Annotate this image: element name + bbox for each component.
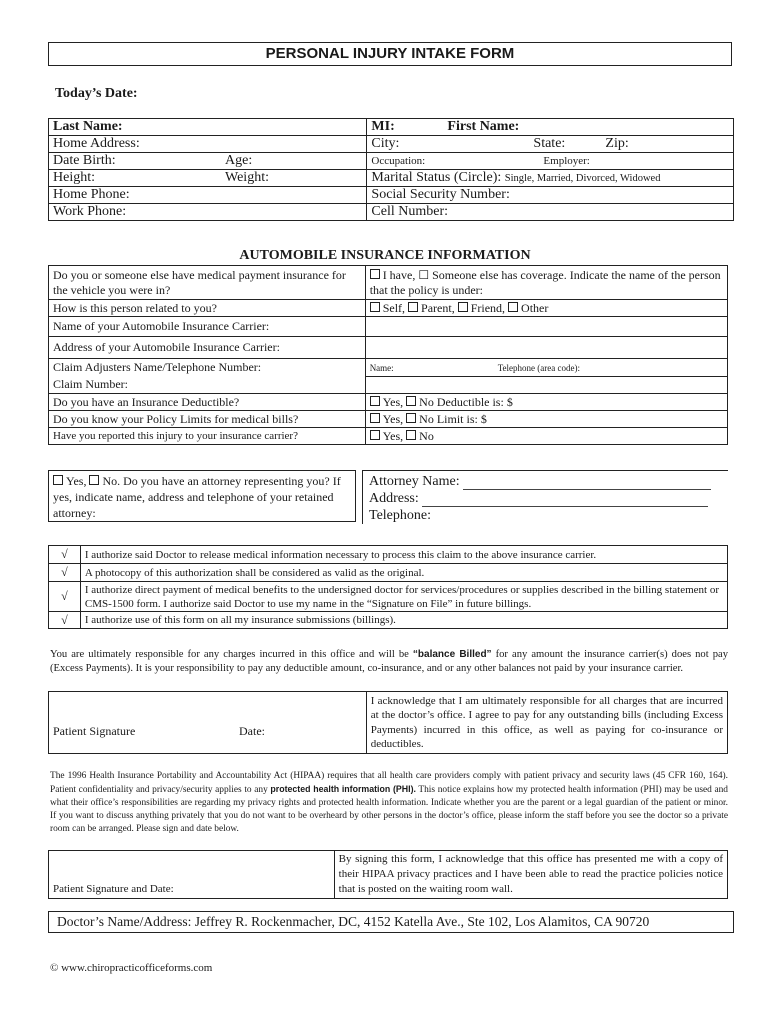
- hipaa-signature-label: Patient Signature and Date:: [53, 883, 174, 895]
- adjuster-phone-label: Telephone (area code):: [497, 362, 581, 373]
- carrier-address-input[interactable]: [365, 337, 727, 359]
- insurance-table: [48, 265, 728, 445]
- auth-item-1: I authorize said Doctor to release medical information necessary to process this claim to the above insurance carrier.: [80, 546, 727, 564]
- city-state-zip-row: [367, 136, 734, 153]
- responsibility-signature-table: [48, 691, 728, 754]
- carrier-name-label: Name of your Automobile Insurance Carrier:: [49, 317, 366, 337]
- checkbox-limits-yes[interactable]: [370, 413, 380, 423]
- claim-number-label: Claim Number:: [49, 377, 366, 394]
- responsibility-paragraph: You are ultimately responsible for any charges incurred in this office and will be “balance Billed” for any amount the insurance carrier(s) does not pay (Excess Payments). It is your responsibility to pay any deductible amount, co-insurance, and or any other balances not paid by your insurance carrier.: [50, 649, 728, 674]
- attorney-info-box: [362, 470, 728, 524]
- medical-payment-answer[interactable]: I have, ☐ Someone else has coverage. Indicate the name of the person that the policy is under:: [365, 266, 727, 300]
- checkbox-deductible-no[interactable]: [406, 396, 416, 406]
- age-field[interactable]: Age:: [225, 153, 253, 168]
- reported-question: Have you reported this injury to your insurance carrier?: [49, 428, 366, 445]
- dob-age-row: [49, 153, 367, 170]
- checkbox-self[interactable]: [370, 302, 380, 312]
- carrier-address-label: Address of your Automobile Insurance Carrier:: [49, 337, 366, 359]
- todays-date-label: Today’s Date:: [55, 86, 138, 101]
- auth-check-1[interactable]: √: [49, 546, 81, 564]
- checkbox-attorney-yes[interactable]: [53, 475, 63, 485]
- relation-question: How is this person related to you?: [49, 300, 366, 317]
- limits-question: Do you know your Policy Limits for medical bills?: [49, 411, 366, 428]
- deductible-answer: Yes, No Deductible is: $: [365, 394, 727, 411]
- auth-item-2: A photocopy of this authorization shall be considered as valid as the original.: [80, 564, 727, 582]
- state-field[interactable]: State:: [533, 136, 566, 151]
- auth-check-4[interactable]: √: [49, 612, 81, 629]
- attorney-telephone-row[interactable]: Telephone:: [369, 508, 431, 523]
- copyright-footer: © www.chiropracticofficeforms.com: [50, 962, 213, 974]
- auth-check-2[interactable]: √: [49, 564, 81, 582]
- occupation-field[interactable]: Occupation:: [371, 155, 426, 167]
- checkbox-parent[interactable]: [408, 302, 418, 312]
- doctor-info-text: Doctor’s Name/Address: Jeffrey R. Rockenmacher, DC, 4152 Katella Ave., Ste 102, Los Alamitos, CA 90720: [57, 914, 650, 929]
- hipaa-signature-cell[interactable]: [49, 851, 335, 899]
- date-birth-field[interactable]: Date Birth:: [53, 153, 116, 168]
- hipaa-paragraph: The 1996 Health Insurance Portability and Accountability Act (HIPAA) requires that all health care providers comply with patient privacy and security laws (45 CFR 160, 164). Patient confidentiality and privacy/security applies to any protected health information (PHI). This notice explains how my protected health information (PHI) may be used and what their office’s responsibilities are regarding my privacy rights and protected health information. Indicate whether you are the parent or a legal guardian of the patient or minor. If you want to discuss anything privately that you do not want to be overheard by other persons in the doctor’s office, please inform the staff before you see the doctor so a private room can be arranged. Please sign and date below.: [50, 771, 728, 834]
- claim-number-input[interactable]: [365, 377, 727, 394]
- mi-field[interactable]: MI:: [371, 119, 395, 134]
- checkbox-friend[interactable]: [458, 302, 468, 312]
- home-phone-field[interactable]: Home Phone:: [49, 187, 367, 204]
- checkbox-deductible-yes[interactable]: [370, 396, 380, 406]
- marital-status-label: Marital Status (Circle):: [371, 170, 502, 185]
- adjuster-input-row[interactable]: [365, 359, 727, 377]
- first-name-field[interactable]: First Name:: [447, 119, 520, 134]
- adjuster-name-label: Name:: [369, 362, 394, 373]
- carrier-name-input[interactable]: [365, 317, 727, 337]
- patient-signature-label: Patient Signature: [53, 724, 136, 738]
- employer-field[interactable]: Employer:: [543, 155, 590, 167]
- height-field[interactable]: Height:: [53, 170, 95, 185]
- form-title: PERSONAL INJURY INTAKE FORM: [48, 42, 732, 66]
- adjuster-label: Claim Adjusters Name/Telephone Number:: [49, 359, 366, 377]
- auth-check-3[interactable]: √: [49, 582, 81, 612]
- cell-number-field[interactable]: Cell Number:: [367, 204, 734, 221]
- reported-answer: Yes, No: [365, 428, 727, 445]
- medical-payment-question: Do you or someone else have medical payment insurance for the vehicle you were in?: [49, 266, 366, 300]
- last-name-field[interactable]: Last Name:: [49, 119, 367, 136]
- mi-first-name-row[interactable]: [367, 119, 734, 136]
- hipaa-signing-text: By signing this form, I acknowledge that this office has presented me with a copy of their HIPAA privacy practices and I have been able to read the practice policies notice that is posted on the waiting room wall.: [334, 851, 727, 899]
- city-field[interactable]: City:: [371, 136, 400, 151]
- attorney-name-row[interactable]: Attorney Name:: [369, 473, 722, 490]
- authorization-table: [48, 545, 728, 629]
- auth-item-3: I authorize direct payment of medical benefits to the undersigned doctor for services/procedures or supplies described in the billing statement or CMS-1500 form. I authorize said Doctor to use my name in the “Signature on File” in future billings.: [80, 582, 727, 612]
- checkbox-reported-no[interactable]: [406, 430, 416, 440]
- work-phone-field[interactable]: Work Phone:: [49, 204, 367, 221]
- hipaa-signature-table: [48, 850, 728, 899]
- occupation-employer-row: [367, 153, 734, 170]
- auth-item-4: I authorize use of this form on all my insurance submissions (billings).: [80, 612, 727, 629]
- attorney-address-row[interactable]: Address:: [369, 490, 722, 507]
- acknowledge-text: I acknowledge that I am ultimately responsible for all charges that are incurred at the doctor’s office. I agree to pay for any outstanding bills (including Excess Payments) incurred in this office, as well as paying for co-insurance or deductibles.: [366, 692, 727, 754]
- marital-status-row[interactable]: [367, 170, 734, 187]
- limits-answer: Yes, No Limit is: $: [365, 411, 727, 428]
- checkbox-attorney-no[interactable]: [89, 475, 99, 485]
- height-weight-row: [49, 170, 367, 187]
- weight-field[interactable]: Weight:: [225, 170, 269, 185]
- doctor-info-box: [48, 911, 734, 933]
- checkbox-other[interactable]: [508, 302, 518, 312]
- checkbox-i-have[interactable]: [370, 269, 380, 279]
- insurance-heading: AUTOMOBILE INSURANCE INFORMATION: [239, 248, 531, 263]
- checkbox-reported-yes[interactable]: [370, 430, 380, 440]
- home-address-field[interactable]: Home Address:: [49, 136, 367, 153]
- deductible-question: Do you have an Insurance Deductible?: [49, 394, 366, 411]
- zip-field[interactable]: Zip:: [605, 136, 629, 151]
- ssn-field[interactable]: Social Security Number:: [367, 187, 734, 204]
- signature-date-label: Date:: [239, 724, 265, 738]
- attorney-question-box: Yes, No. Do you have an attorney representing you? If yes, indicate name, address and telephone of your retained attorney:: [48, 470, 356, 522]
- relation-options: Self, Parent, Friend, Other: [365, 300, 727, 317]
- marital-options[interactable]: Single, Married, Divorced, Widowed: [504, 173, 661, 184]
- patient-info-table: [48, 118, 734, 221]
- checkbox-limits-no[interactable]: [406, 413, 416, 423]
- patient-signature-cell[interactable]: [49, 692, 367, 754]
